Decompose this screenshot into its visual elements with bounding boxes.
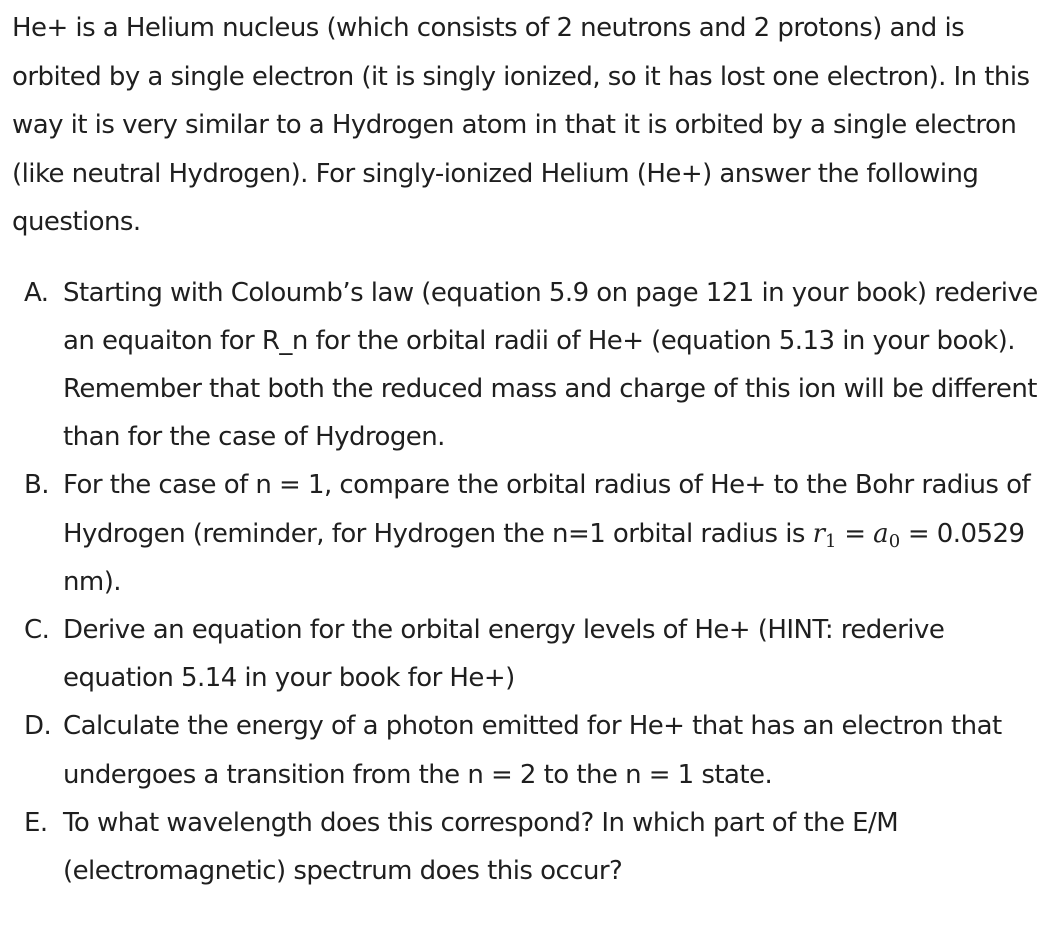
- equals-text: =: [836, 518, 874, 549]
- math-r-subscript: 1: [825, 530, 837, 552]
- math-a0: [873, 518, 901, 552]
- question-e: [12, 799, 1052, 895]
- question-text: To what wavelength does this correspond? In which part of the E/M (electromagnetic) spectrum does this occur?: [63, 807, 899, 886]
- math-r1: [812, 518, 837, 552]
- question-b: [12, 461, 1052, 606]
- question-a: [12, 269, 1052, 462]
- question-letter: C.: [24, 614, 50, 645]
- question-text: For the case of n = 1, compare the orbital radius of He+ to the Bohr radius of Hydrogen (reminder, for Hydrogen the n=1 orbital radius is: [63, 470, 1031, 549]
- question-d: [12, 702, 1052, 798]
- math-a-subscript: 0: [888, 530, 901, 552]
- question-text: Starting with Coloumb’s law (equation 5.9 on page 121 in your book) rederive an equaiton for R_n for the orbital radii of He+ (equation 5.13 in your book). Remember that both the reduced mass and charge of this ion will be different than for the case of Hydrogen.: [63, 277, 1038, 453]
- question-letter: D.: [24, 711, 52, 742]
- question-letter: E.: [24, 807, 48, 838]
- question-list: [12, 269, 1052, 896]
- document: [12, 0, 1052, 895]
- question-text: Calculate the energy of a photon emitted for He+ that has an electron that undergoes a transition from the n = 2 to the n = 1 state.: [63, 711, 1002, 790]
- question-letter: A.: [24, 277, 49, 308]
- question-c: [12, 606, 1052, 702]
- question-text: Derive an equation for the orbital energy levels of He+ (HINT: rederive equation 5.14 in your book for He+): [63, 614, 945, 694]
- math-a-symbol: a: [873, 518, 889, 549]
- math-r-symbol: r: [812, 518, 826, 549]
- question-letter: B.: [24, 470, 50, 501]
- intro-paragraph: He+ is a Helium nucleus (which consists of 2 neutrons and 2 protons) and is orbited by a single electron (it is singly ionized, so it has lost one electron). In this way it is very similar to a Hydrogen atom in that it is orbited by a single electron (like neutral Hydrogen). For singly-ionized Helium (He+) answer the following questions.: [12, 13, 1030, 237]
- bohr-radius-value: = 0.0529 nm).: [63, 518, 1025, 597]
